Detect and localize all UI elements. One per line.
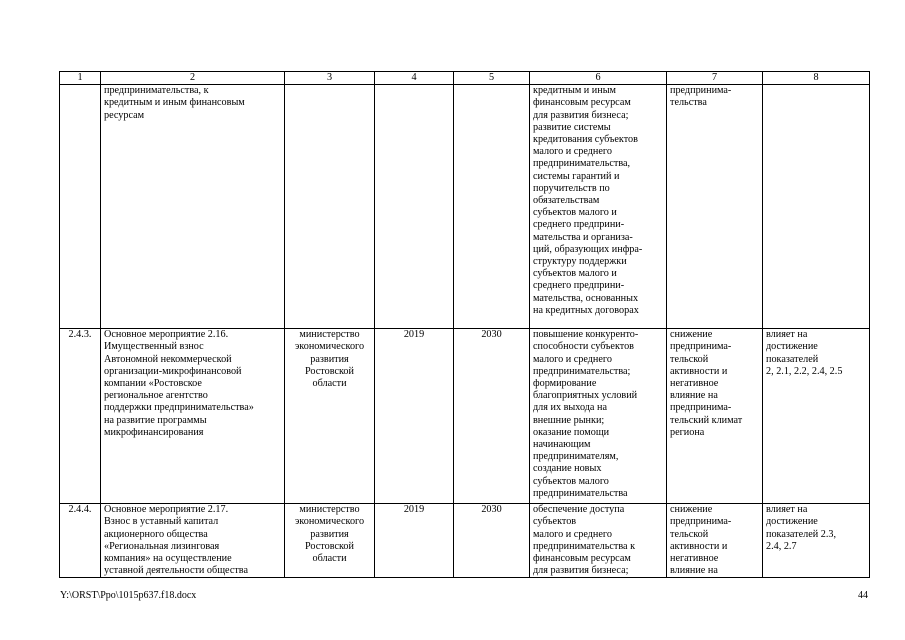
activity-name: Основное мероприятие 2.17. Взнос в уставный капитал акционерного общества «Региональная лизинговая компания» на осуществление уставной деятельности общества bbox=[101, 504, 285, 578]
header-cell: 3 bbox=[285, 72, 375, 85]
expected-result: обеспечение доступа субъектов малого и среднего предпринимательства к финансовым ресурсам для развития бизнеса; bbox=[530, 504, 667, 578]
executor: министерство экономического развития Ростовской области bbox=[285, 329, 375, 504]
row-number bbox=[60, 85, 101, 329]
table-row bbox=[60, 85, 870, 329]
header-cell: 4 bbox=[375, 72, 454, 85]
row-number: 2.4.4. bbox=[60, 504, 101, 578]
header-cell: 6 bbox=[530, 72, 667, 85]
end-year: 2030 bbox=[454, 504, 530, 578]
header-cell: 1 bbox=[60, 72, 101, 85]
end-year: 2030 bbox=[454, 329, 530, 504]
program-table bbox=[59, 71, 870, 578]
end-year bbox=[454, 85, 530, 329]
start-year: 2019 bbox=[375, 329, 454, 504]
header-cell: 5 bbox=[454, 72, 530, 85]
non-implementation-consequence: снижение предпринима- тельской активности и негативное влияние на предпринима- тельский климат региона bbox=[667, 329, 763, 504]
expected-result: кредитным и иным финансовым ресурсам для развития бизнеса; развитие системы кредитования субъектов малого и среднего предпринимательства, системы гарантий и поручительств по обязательствам субъектов малого и среднего предприни- мательства и организа- ций, образующих инфра- структуру поддержки субъектов малого и среднего предприни- мательства, основанных на кредитных договорах bbox=[530, 85, 667, 329]
non-implementation-consequence: снижение предпринима- тельской активности и негативное влияние на bbox=[667, 504, 763, 578]
non-implementation-consequence: предпринима- тельства bbox=[667, 85, 763, 329]
header-row bbox=[60, 72, 870, 85]
table-row bbox=[60, 504, 870, 578]
indicator-link: влияет на достижение показателей 2, 2.1, 2.2, 2.4, 2.5 bbox=[763, 329, 870, 504]
footer-page-number: 44 bbox=[858, 590, 868, 601]
indicator-link: влияет на достижение показателей 2.3, 2.4, 2.7 bbox=[763, 504, 870, 578]
row-number: 2.4.3. bbox=[60, 329, 101, 504]
executor bbox=[285, 85, 375, 329]
footer-file-path: Y:\ORST\Ppo\1015p637.f18.docx bbox=[60, 590, 197, 601]
activity-name: предпринимательства, к кредитным и иным финансовым ресурсам bbox=[101, 85, 285, 329]
executor: министерство экономического развития Ростовской области bbox=[285, 504, 375, 578]
indicator-link bbox=[763, 85, 870, 329]
expected-result: повышение конкуренто- способности субъектов малого и среднего предпринимательства; формирование благоприятных условий для их выхода на внешние рынки; оказание помощи начинающим предпринимателям, создание новых субъектов малого предпринимательства bbox=[530, 329, 667, 504]
header-cell: 8 bbox=[763, 72, 870, 85]
activity-name: Основное мероприятие 2.16. Имущественный взнос Автономной некоммерческой организации-микрофинансовой компании «Ростовское региональное агентство поддержки предпринимательства» на развитие программы микрофинансирования bbox=[101, 329, 285, 504]
header-cell: 2 bbox=[101, 72, 285, 85]
header-cell: 7 bbox=[667, 72, 763, 85]
table-row bbox=[60, 329, 870, 504]
start-year: 2019 bbox=[375, 504, 454, 578]
start-year bbox=[375, 85, 454, 329]
